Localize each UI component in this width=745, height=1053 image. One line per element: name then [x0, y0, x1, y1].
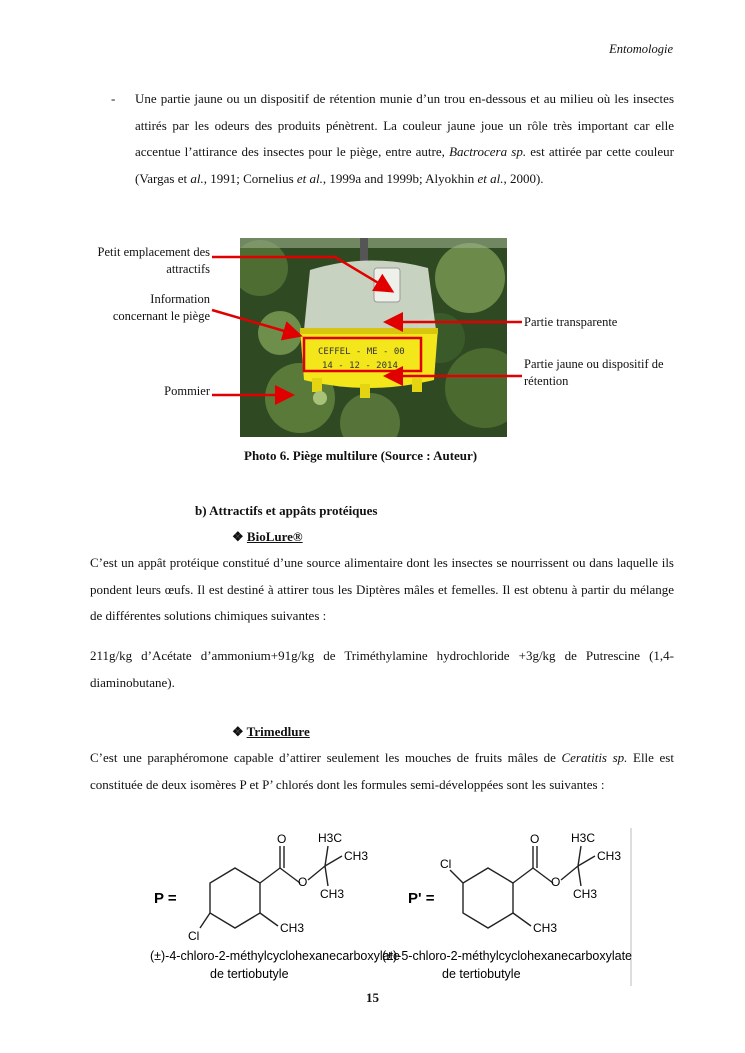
page-number: 15 [366, 990, 379, 1005]
arrow-attractant [212, 257, 390, 290]
figure-arrows [0, 0, 745, 460]
p2-name-1: (±)-5-chloro-2-méthylcyclohexanecarboxylate [382, 949, 632, 963]
bullet-dash: - [111, 91, 116, 106]
p-name-2: de tertiobutyle [210, 967, 289, 981]
p-name-1: (±)-4-chloro-2-méthylcyclohexanecarboxylate [150, 949, 401, 963]
p-oxygen-1: O [277, 832, 287, 846]
biolure-name: BioLure® [246, 529, 303, 544]
trimedlure-paragraph: C’est une paraphéromone capable d’attirer seulement les mouches de fruits mâles de Ceratitis sp. Elle est constituée de deux isomères P et P’ chlorés dont les formules semi-développées sont les suivantes : [90, 750, 674, 792]
arrow-info [212, 310, 298, 335]
p2-name-2: de tertiobutyle [442, 967, 521, 981]
p-label: P = [154, 890, 177, 907]
diamond-bullet-icon: ❖ [232, 724, 244, 739]
p-ch3-b: CH3 [320, 887, 345, 901]
figure-caption: Photo 6. Piège multilure (Source : Auteur) [244, 448, 478, 463]
p2-oxygen-1: O [530, 832, 540, 846]
label-yellow: Partie jaune ou dispositif de rétention [524, 357, 664, 388]
p-ch3-a: CH3 [344, 849, 369, 863]
label-transparent: Partie transparente [524, 315, 618, 329]
label-info: Information concernant le piège [112, 292, 210, 323]
trap-text-2: 14 - 12 - 2014 [322, 361, 398, 371]
biolure-formula: 211g/kg d’Acétate d’ammonium+91g/kg de Triméthylamine hydrochloride +3g/kg de Putrescine (1,4-diaminobutane). [90, 648, 674, 690]
p-oxygen-2: O [298, 875, 308, 889]
p2-oxygen-2: O [551, 875, 561, 889]
p2-chlorine: Cl [440, 857, 452, 871]
p-ch3-c: CH3 [280, 921, 305, 935]
p-h3c: H3C [318, 831, 343, 845]
p2-label: P' = [408, 890, 435, 907]
trimedlure-name: Trimedlure [246, 724, 310, 739]
diamond-bullet-icon: ❖ [232, 529, 244, 544]
chemical-structures [150, 828, 632, 986]
section-b-title: b) Attractifs et appâts protéiques [195, 503, 378, 518]
biolure-heading [232, 529, 303, 545]
isomer-p [150, 831, 400, 981]
trimedlure-heading [232, 724, 310, 740]
trap-text-1: CEFFEL - ME - 00 [318, 347, 405, 357]
p2-ch3-c: CH3 [533, 921, 558, 935]
running-header: Entomologie [609, 42, 673, 56]
bullet-paragraph: Une partie jaune ou un dispositif de rétention munie d’un trou en-dessous et au milieu où les insectes attirés par les odeurs des produits pénètrent. La couleur jaune joue un rôle très important car elle accentue l’attirance des insectes pour le piège, entre autre, Bactrocera sp. est attirée par cette couleur (Vargas et al., 1991; Cornelius et al., 1999a and 1999b; Alyokhin et al., 2000). [135, 91, 675, 186]
biolure-paragraph: C’est un appât protéique constitué d’une source alimentaire dont les insectes se nourrissent ou dans laquelle ils pondent leurs œufs. Il est destiné à attirer tous les Diptères mâles et femelles. Il est obtenu à partir du mélange de différentes solutions chimiques suivantes : [90, 555, 674, 623]
p-chlorine: Cl [188, 929, 200, 943]
label-tree: Pommier [164, 384, 210, 398]
p2-ch3-a: CH3 [597, 849, 622, 863]
isomer-p-prime [382, 831, 632, 981]
p2-h3c: H3C [571, 831, 596, 845]
p2-ch3-b: CH3 [573, 887, 598, 901]
label-attractant: Petit emplacement des attractifs [97, 245, 210, 276]
